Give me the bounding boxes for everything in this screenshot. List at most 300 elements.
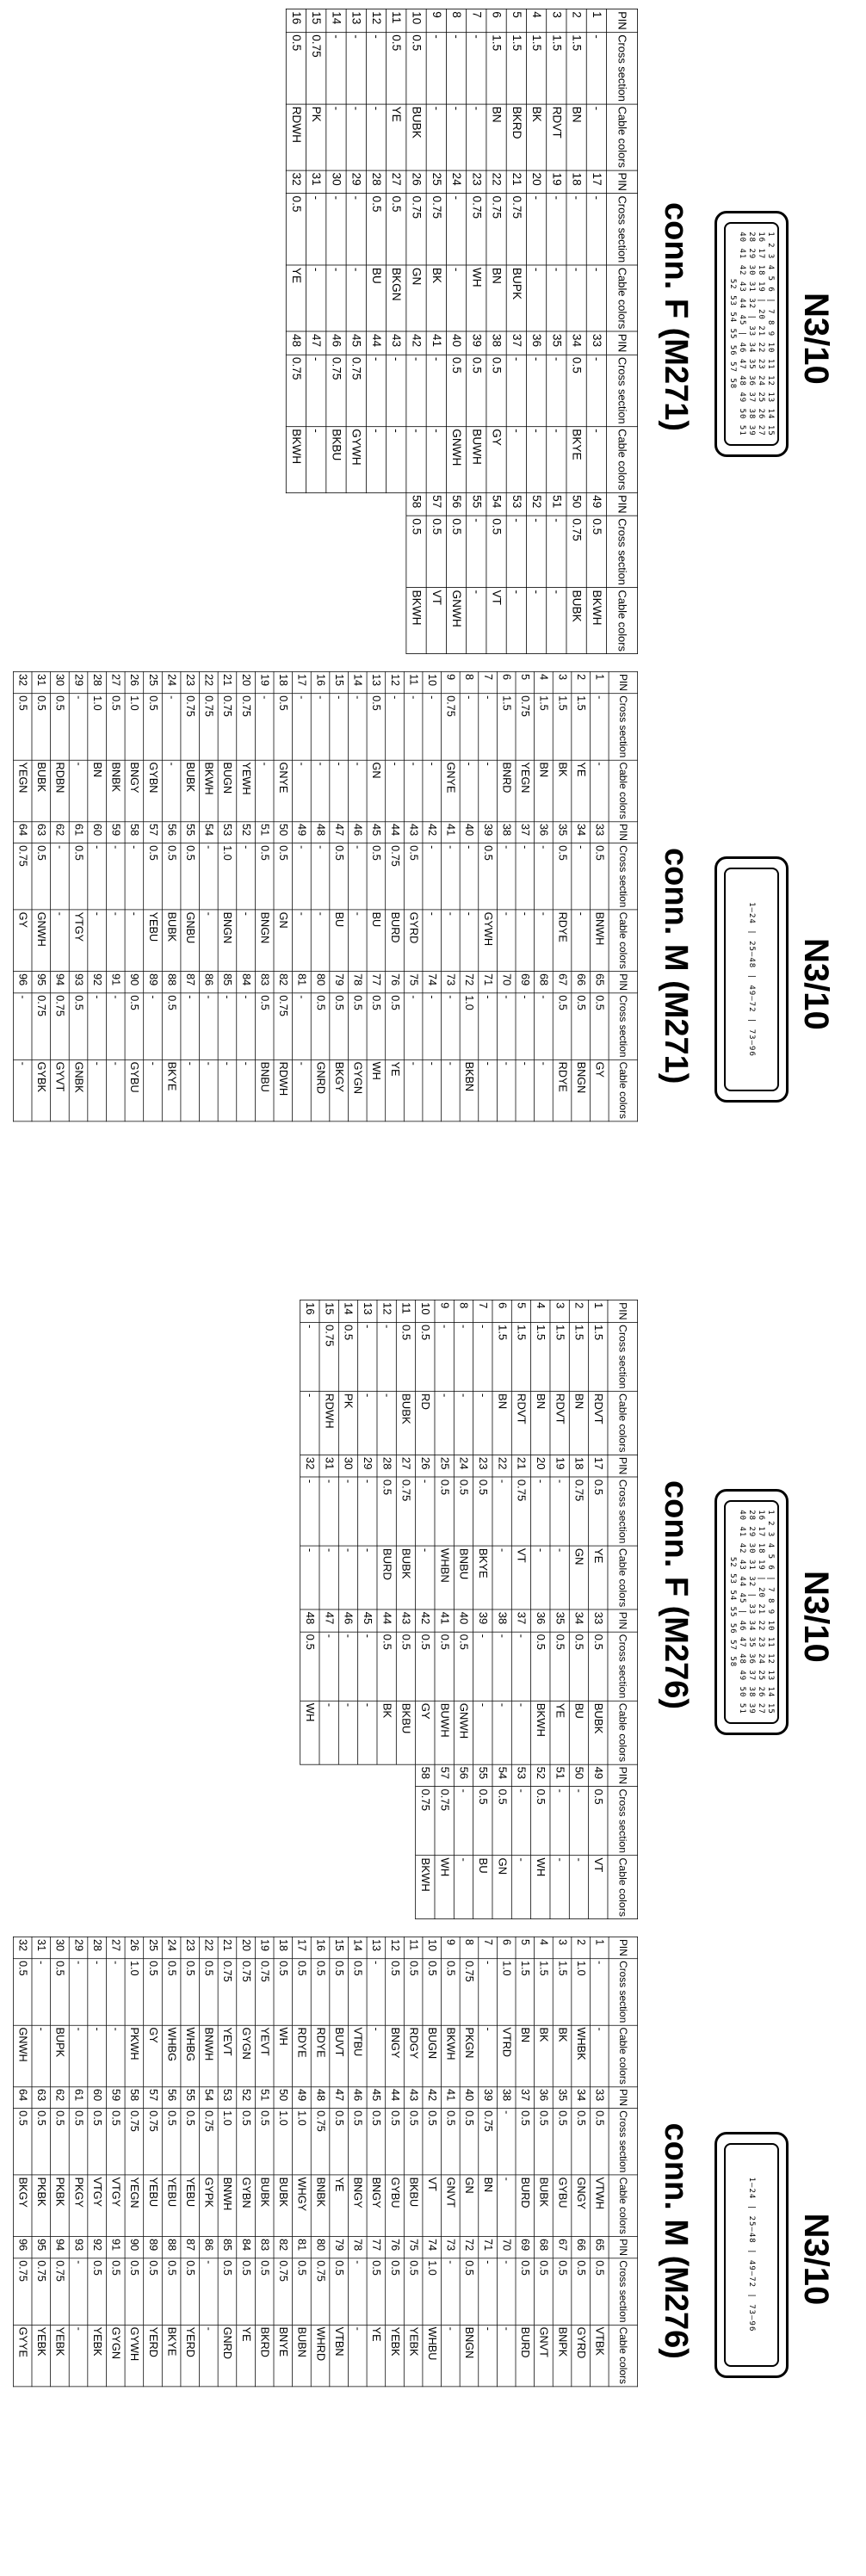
table-row [13, 1937, 32, 2386]
cable-colors: BNBU [454, 1546, 473, 1609]
cable-colors: GNRD [218, 2325, 237, 2387]
cross-section: - [69, 1958, 88, 2024]
cross-section: - [572, 843, 591, 910]
cable-colors: BKYE [473, 1546, 492, 1609]
cross-section: 0.5 [286, 32, 306, 103]
cross-section: - [106, 993, 125, 1059]
cross-section: - [306, 194, 326, 265]
cross-section: - [590, 693, 609, 759]
pin-number: 93 [69, 2237, 88, 2258]
cross-section: 0.75 [218, 1958, 237, 2024]
cross-section: - [547, 516, 566, 587]
cable-colors: YE [237, 2325, 256, 2387]
cross-section: 1.5 [535, 693, 554, 759]
cross-section: - [106, 843, 125, 910]
pin-number: 88 [162, 972, 181, 993]
cross-section: 0.5 [367, 693, 386, 759]
pin-number: 30 [326, 170, 346, 194]
pin-number: 65 [590, 972, 609, 993]
cable-colors: BKWH [286, 426, 306, 492]
pin-number: 33 [589, 1609, 608, 1632]
pin-number: 31 [32, 671, 51, 693]
table-row [435, 1300, 454, 1918]
cross-section: 1.0 [218, 2109, 237, 2175]
cable-colors: - [69, 760, 88, 822]
cross-section: 0.75 [13, 843, 32, 910]
empty-cell [387, 516, 406, 587]
cross-section: 0.75 [566, 516, 586, 587]
cross-section: - [586, 355, 606, 426]
pin-number: 26 [125, 671, 144, 693]
cable-colors: - [88, 1059, 107, 1121]
cable-colors: - [511, 1856, 530, 1919]
cross-section: 0.5 [367, 843, 386, 910]
pin-number: 33 [590, 2086, 609, 2108]
cross-section: 0.5 [572, 2258, 591, 2325]
cross-section: 0.5 [348, 1958, 367, 2024]
cross-section: 0.5 [367, 2109, 386, 2175]
cable-colors: - [406, 426, 426, 492]
rotated-content [0, 663, 866, 1291]
cross-section: 0.75 [144, 2109, 163, 2175]
cable-colors: BNYE [274, 2325, 293, 2387]
cable-colors: - [306, 426, 326, 492]
pin-number: 8 [454, 1300, 473, 1322]
empty-cell [338, 1856, 357, 1919]
cable-colors: BNBK [106, 760, 125, 822]
pin-number: 44 [386, 2086, 405, 2108]
pin-number: 86 [200, 2237, 219, 2258]
cross-section: 0.5 [590, 2258, 609, 2325]
pin-number: 38 [486, 331, 506, 355]
pin-number: 28 [88, 1937, 107, 1958]
pin-number: 64 [13, 821, 32, 843]
pin-number: 43 [404, 2086, 423, 2108]
pin-number: 6 [497, 671, 516, 693]
pin-number: 40 [446, 331, 466, 355]
cable-colors: GY [486, 426, 506, 492]
pin-number: 41 [442, 821, 461, 843]
pin-number: 52 [531, 1764, 550, 1787]
cross-section: 0.75 [32, 2258, 51, 2325]
pin-number: 18 [569, 1455, 588, 1477]
cross-section: - [566, 194, 586, 265]
cross-section: - [479, 2258, 498, 2325]
cable-colors: YE [386, 1059, 405, 1121]
pin-number: 95 [32, 2237, 51, 2258]
cable-colors: BKBU [326, 426, 346, 492]
cable-colors: BNWH [218, 2175, 237, 2237]
pin-number: 14 [348, 1937, 367, 1958]
cable-colors: BURD [377, 1546, 396, 1609]
cross-section: 0.5 [293, 1958, 312, 2024]
cable-colors: BN [535, 760, 554, 822]
pin-number: 55 [467, 492, 486, 516]
pin-number: 67 [553, 2237, 572, 2258]
empty-cell [326, 492, 346, 516]
pin-number: 19 [255, 1937, 274, 1958]
table-row [286, 9, 306, 653]
cross-section: 0.5 [516, 2109, 535, 2175]
cross-section: 0.5 [367, 993, 386, 1059]
pin-number: 67 [553, 972, 572, 993]
pin-number: 47 [319, 1609, 338, 1632]
cable-colors: - [348, 760, 367, 822]
table-row [569, 1300, 588, 1918]
cross-section: 1.5 [486, 32, 506, 103]
pin-number: 66 [572, 2237, 591, 2258]
cable-colors: BNWH [590, 910, 609, 972]
cable-colors: GYVT [51, 1059, 70, 1121]
column-header-section: Cross section [607, 355, 638, 426]
table-row [423, 671, 442, 1121]
pin-number: 20 [526, 170, 546, 194]
pin-number: 69 [516, 2237, 535, 2258]
cable-colors: BUPK [506, 265, 526, 331]
cable-colors: GNYE [274, 760, 293, 822]
cable-colors: GYBN [144, 760, 163, 822]
pin-number: 57 [144, 821, 163, 843]
cross-section: 0.5 [435, 1632, 454, 1701]
connector-name: conn. M (M276) [658, 2122, 694, 2359]
pin-number: 57 [435, 1764, 454, 1787]
pin-number: 3 [550, 1300, 569, 1322]
connector-pin-numbers: 1 2 3 4 5 6 | 7 8 9 10 11 12 13 14 15 16 17 18 19 | 20 21 22 23 24 25 26 27 28 29 30 31 32 | 33 34 35 36 37 38 39 40 41 42 43 44 45 | 46 47 48 49 50 51 52 53 54 55 56 57 58 [728, 232, 776, 436]
table-row [255, 671, 274, 1121]
cross-section: 0.5 [348, 993, 367, 1059]
cross-section: - [511, 1632, 530, 1701]
cable-colors: - [416, 1546, 435, 1609]
cross-section: - [531, 1477, 550, 1546]
pin-number: 44 [366, 331, 386, 355]
cross-section: 1.0 [497, 1958, 516, 2024]
pin-number: 50 [569, 1764, 588, 1787]
table-row [386, 671, 405, 1121]
table-row [346, 9, 366, 653]
table-row [319, 1300, 338, 1918]
cross-section: 0.75 [237, 1958, 256, 2024]
table-row [366, 9, 386, 653]
cross-section: - [13, 993, 32, 1059]
cross-section: 0.5 [286, 194, 306, 265]
pin-number: 24 [162, 1937, 181, 1958]
cable-colors: RDWH [274, 1059, 293, 1121]
cross-section: - [473, 1322, 492, 1391]
cross-section: 0.5 [566, 355, 586, 426]
cable-colors: RDYE [311, 2025, 330, 2087]
cable-colors: BNGY [386, 2025, 405, 2087]
pin-number: 24 [446, 170, 466, 194]
cross-section: - [442, 2258, 461, 2325]
cable-colors: - [492, 1546, 511, 1609]
cross-section: 1.0 [125, 1958, 144, 2024]
pin-number: 96 [13, 972, 32, 993]
pin-number: 91 [106, 2237, 125, 2258]
cross-section: - [306, 355, 326, 426]
pin-number: 2 [572, 671, 591, 693]
cable-colors: BU [473, 1856, 492, 1919]
pin-number: 80 [311, 972, 330, 993]
cable-colors: - [88, 910, 107, 972]
cable-colors: BU [366, 265, 386, 331]
pin-number: 27 [387, 170, 406, 194]
pin-number: 48 [300, 1609, 319, 1632]
table-row [200, 671, 219, 1121]
column-header-pin: PIN [609, 2237, 638, 2258]
cable-colors: BNPK [553, 2325, 572, 2387]
cable-colors: YEBK [51, 2325, 70, 2387]
cable-colors: VTGY [106, 2175, 125, 2237]
cross-section: - [326, 194, 346, 265]
cable-colors: - [32, 2025, 51, 2087]
table-row [566, 9, 586, 653]
cross-section: - [442, 993, 461, 1059]
pin-number: 14 [338, 1300, 357, 1322]
cross-section: 0.75 [416, 1787, 435, 1856]
pin-number: 28 [377, 1455, 396, 1477]
pin-number: 24 [162, 671, 181, 693]
empty-cell [300, 1856, 319, 1919]
cross-section: - [386, 693, 405, 759]
column-header-section: Cross section [608, 1322, 638, 1391]
cable-colors: - [300, 1391, 319, 1455]
cross-section: - [293, 993, 312, 1059]
cable-colors: RDVT [550, 1391, 569, 1455]
column-header-section: Cross section [607, 194, 638, 265]
cross-section: 0.5 [69, 2109, 88, 2175]
cross-section: 0.75 [396, 1477, 415, 1546]
cable-colors: GNWH [32, 910, 51, 972]
pin-number: 73 [442, 2237, 461, 2258]
pin-number: 41 [442, 2086, 461, 2108]
table-row [531, 1300, 550, 1918]
pin-number: 1 [590, 671, 609, 693]
cross-section: - [473, 1632, 492, 1701]
cable-colors: - [330, 760, 349, 822]
pin-number: 77 [367, 2237, 386, 2258]
cross-section: - [346, 32, 366, 103]
connector-section [0, 0, 866, 663]
connector-pin-grid [724, 222, 779, 446]
pin-number: 5 [516, 671, 535, 693]
cable-colors: GN [406, 265, 426, 331]
empty-cell [387, 492, 406, 516]
empty-cell [358, 1856, 377, 1919]
cross-section: 1.0 [274, 2109, 293, 2175]
cable-colors: - [497, 1059, 516, 1121]
cable-colors: - [492, 1701, 511, 1764]
cable-colors: - [358, 1701, 377, 1764]
pin-number: 32 [286, 170, 306, 194]
cross-section: 0.5 [330, 2109, 349, 2175]
pin-number: 72 [460, 2237, 479, 2258]
pin-number: 57 [426, 492, 446, 516]
cross-section: 0.75 [569, 1477, 588, 1546]
cross-section: - [446, 32, 466, 103]
cross-section: 0.75 [460, 1958, 479, 2024]
cross-section: 0.5 [553, 993, 572, 1059]
pin-number: 6 [497, 1937, 516, 1958]
pin-number: 32 [13, 671, 32, 693]
column-header-pin: PIN [609, 2086, 638, 2108]
table-row [386, 1937, 405, 2386]
pin-number: 14 [348, 671, 367, 693]
empty-cell [396, 1787, 415, 1856]
cross-section: 0.5 [590, 993, 609, 1059]
cross-section: 0.75 [125, 2109, 144, 2175]
table-row [125, 671, 144, 1121]
column-header-pin: PIN [607, 331, 638, 355]
cross-section: 1.0 [88, 693, 107, 759]
cross-section: - [255, 693, 274, 759]
cable-colors: - [442, 910, 461, 972]
cross-section: 0.75 [306, 32, 326, 103]
cross-section: 0.5 [442, 1958, 461, 2024]
pin-number: 22 [200, 671, 219, 693]
cross-section: - [497, 2258, 516, 2325]
cross-section: 0.5 [550, 1632, 569, 1701]
pin-number: 13 [367, 671, 386, 693]
table-row [200, 1937, 219, 2386]
cross-section: - [88, 843, 107, 910]
cable-colors: - [506, 426, 526, 492]
pinout-table [300, 1300, 638, 1919]
cross-section: 1.0 [572, 1958, 591, 2024]
table-row [547, 9, 566, 653]
cross-section: 1.5 [553, 1958, 572, 2024]
cable-colors: GYBU [386, 2175, 405, 2237]
cross-section: 0.5 [51, 2109, 70, 2175]
pin-number: 32 [13, 1937, 32, 1958]
pin-number: 89 [144, 2237, 163, 2258]
cross-section: 0.5 [162, 993, 181, 1059]
table-row [181, 1937, 200, 2386]
table-row [255, 1937, 274, 2386]
cross-section: 0.5 [387, 32, 406, 103]
cable-colors: BU [330, 910, 349, 972]
cross-section: 0.5 [125, 2258, 144, 2325]
cross-section: 0.75 [274, 2258, 293, 2325]
cross-section: - [526, 194, 546, 265]
cross-section: 0.5 [386, 2258, 405, 2325]
pin-number: 51 [255, 2086, 274, 2108]
cable-colors: YERD [144, 2325, 163, 2387]
cable-colors: - [586, 104, 606, 170]
cross-section: 0.5 [88, 2109, 107, 2175]
pin-number: 30 [51, 1937, 70, 1958]
column-header-colors: Cable colors [608, 1546, 638, 1609]
pin-number: 13 [346, 9, 366, 32]
cable-colors: RDWH [319, 1391, 338, 1455]
pin-number: 71 [479, 2237, 498, 2258]
cross-section: 0.75 [218, 693, 237, 759]
empty-cell [326, 516, 346, 587]
cross-section: 0.5 [442, 2109, 461, 2175]
pin-number: 15 [306, 9, 326, 32]
cable-colors: - [454, 1856, 473, 1919]
pin-number: 15 [330, 671, 349, 693]
section-title: N3/10 [797, 2213, 835, 2306]
column-header-pin: PIN [609, 821, 638, 843]
pin-number: 35 [553, 821, 572, 843]
cross-section: 0.75 [311, 2109, 330, 2175]
cable-colors: - [547, 265, 566, 331]
cable-colors: BK [426, 265, 446, 331]
table-row [535, 671, 554, 1121]
pin-number: 2 [569, 1300, 588, 1322]
cable-colors: GYGN [106, 2325, 125, 2387]
pin-number: 23 [181, 671, 200, 693]
cross-section: - [426, 355, 446, 426]
cross-section: - [88, 993, 107, 1059]
cross-section: - [69, 693, 88, 759]
cross-section: 0.75 [319, 1322, 338, 1391]
cable-colors: GN [274, 910, 293, 972]
table-row [572, 671, 591, 1121]
cable-colors: BUBK [274, 2175, 293, 2237]
cross-section: 0.75 [237, 693, 256, 759]
cable-colors: GNGY [572, 2175, 591, 2237]
cross-section: 0.5 [255, 2258, 274, 2325]
pin-number: 42 [416, 1609, 435, 1632]
cable-colors: BKYE [162, 1059, 181, 1121]
pin-number: 94 [51, 2237, 70, 2258]
cable-colors: BKYE [566, 426, 586, 492]
cross-section: 0.5 [144, 693, 163, 759]
cable-colors: - [326, 265, 346, 331]
pin-number: 19 [547, 170, 566, 194]
cross-section: - [467, 32, 486, 103]
column-header-colors: Cable colors [609, 1059, 638, 1121]
pin-number: 16 [311, 671, 330, 693]
pin-number: 25 [426, 170, 446, 194]
cross-section: 0.5 [467, 355, 486, 426]
cable-colors: WH [274, 2025, 293, 2087]
section-title: N3/10 [797, 1571, 835, 1663]
pin-number: 6 [486, 9, 506, 32]
table-row [338, 1300, 357, 1918]
cross-section: - [535, 993, 554, 1059]
empty-cell [319, 1856, 338, 1919]
pin-number: 82 [274, 2237, 293, 2258]
pin-number: 58 [125, 821, 144, 843]
pin-number: 49 [589, 1764, 608, 1787]
cable-colors: - [69, 2025, 88, 2087]
cable-colors: GYBN [237, 2175, 256, 2237]
cable-colors: GYBU [125, 1059, 144, 1121]
table-row [454, 1300, 473, 1918]
cross-section: - [479, 693, 498, 759]
cross-section: 0.5 [590, 2109, 609, 2175]
table-row [460, 671, 479, 1121]
cross-section: 0.5 [531, 1787, 550, 1856]
cross-section: - [511, 1787, 530, 1856]
cross-section: 0.5 [293, 2258, 312, 2325]
pin-number: 45 [346, 331, 366, 355]
cable-colors: BUWH [467, 426, 486, 492]
pin-number: 90 [125, 2237, 144, 2258]
pin-number: 12 [377, 1300, 396, 1322]
cross-section: 0.5 [144, 1958, 163, 2024]
table-row [181, 671, 200, 1121]
cross-section: 0.5 [311, 993, 330, 1059]
cross-section: 0.5 [255, 2109, 274, 2175]
pin-number: 1 [590, 1937, 609, 1958]
cable-colors: YTGY [69, 910, 88, 972]
pin-number: 1 [589, 1300, 608, 1322]
cable-colors: - [306, 265, 326, 331]
pin-number: 27 [106, 671, 125, 693]
